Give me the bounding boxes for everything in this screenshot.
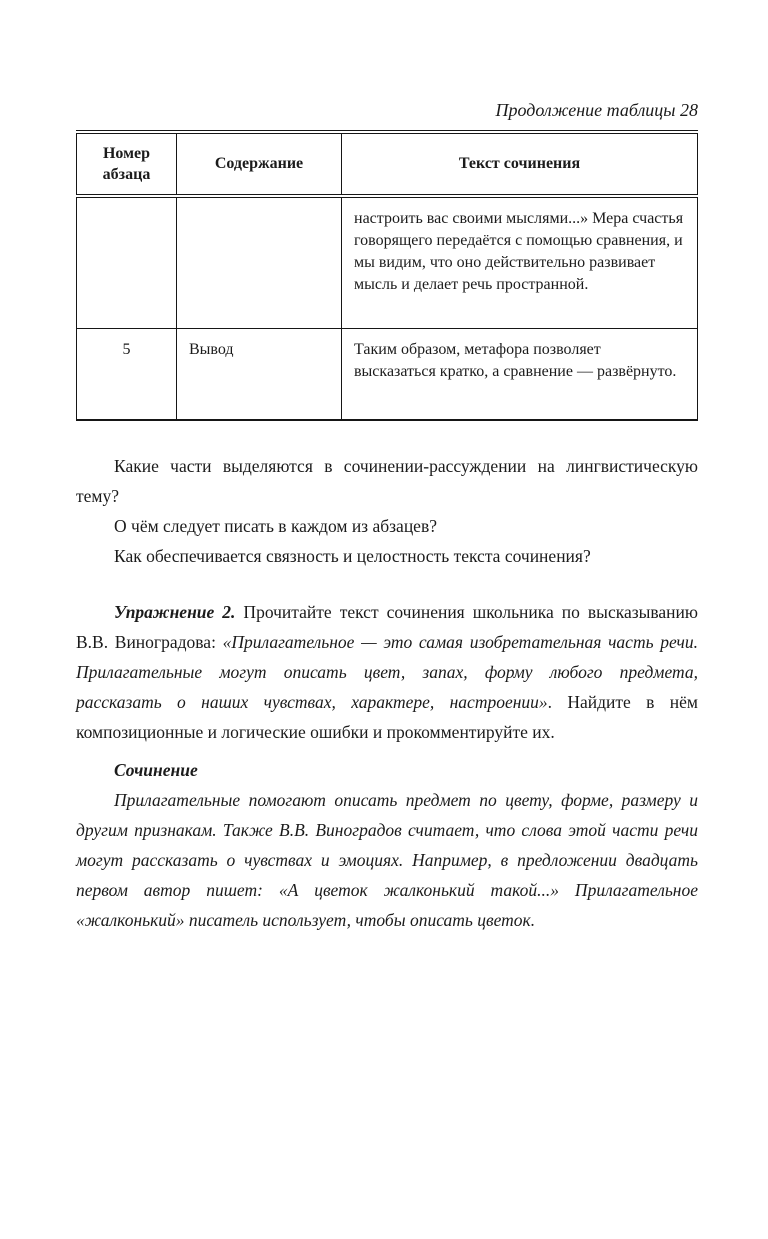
- cell-essay-text: настроить вас своими мыслями...» Мера счастья говорящего передаётся с помощью сравнения, и мы видим, что оно действительно развивает мысль и делает речь пространной.: [342, 196, 698, 329]
- exercise-paragraph: [76, 597, 698, 747]
- question-paragraph: Как обеспечивается связность и целостность текста сочинения?: [114, 545, 591, 566]
- question-paragraph: О чём следует писать в каждом из абзацев?: [114, 515, 437, 536]
- essay-body-paragraph: Прилагательные помогают описать предмет по цвету, форме, размеру и другим признакам. Также В.В. Виноградов считает, что слова этой части речи могут рассказать о чувствах и эмоциях. Например, в предложении двадцать первом автор пишет: «А цветок жалконький такой...» Прилагательное «жалконький» писатель использует, чтобы описать цветок.: [76, 789, 698, 930]
- essay-heading: Сочинение: [114, 759, 198, 780]
- cell-content: [177, 196, 342, 329]
- exercise-outro-text: . Найдите в нём композиционные и логические ошибки и прокомментируйте их.: [76, 691, 698, 742]
- column-header-paragraph-number: Номер абзаца: [77, 132, 177, 196]
- body-text-block: [76, 451, 698, 935]
- cell-essay-text: Таким образом, метафора позволяет высказаться кратко, а сравнение — развёрнуто.: [342, 328, 698, 420]
- cell-content: Вывод: [177, 328, 342, 420]
- table-row: [77, 196, 698, 329]
- essay-structure-table: [76, 130, 698, 421]
- table-header-row: [77, 132, 698, 196]
- question-paragraph: Какие части выделяются в сочинении-рассуждении на лингвистическую тему?: [76, 455, 698, 506]
- column-header-essay-text: Текст сочинения: [342, 132, 698, 196]
- cell-paragraph-number: [77, 196, 177, 329]
- table-continuation-caption: Продолжение таблицы 28: [495, 100, 698, 120]
- exercise-quote-text: «Прилагательное — это самая изобретательная часть речи. Прилагательные могут описать цвет, запах, форму любого предмета, рассказать о наших чувствах, характере, настроении»: [76, 631, 698, 712]
- column-header-content: Содержание: [177, 132, 342, 196]
- cell-paragraph-number: 5: [77, 328, 177, 420]
- exercise-label: Упражнение 2.: [114, 601, 236, 622]
- exercise-intro-text: Прочитайте текст сочинения школьника по высказыванию В.В. Виноградова:: [76, 601, 698, 652]
- table-row: [77, 328, 698, 420]
